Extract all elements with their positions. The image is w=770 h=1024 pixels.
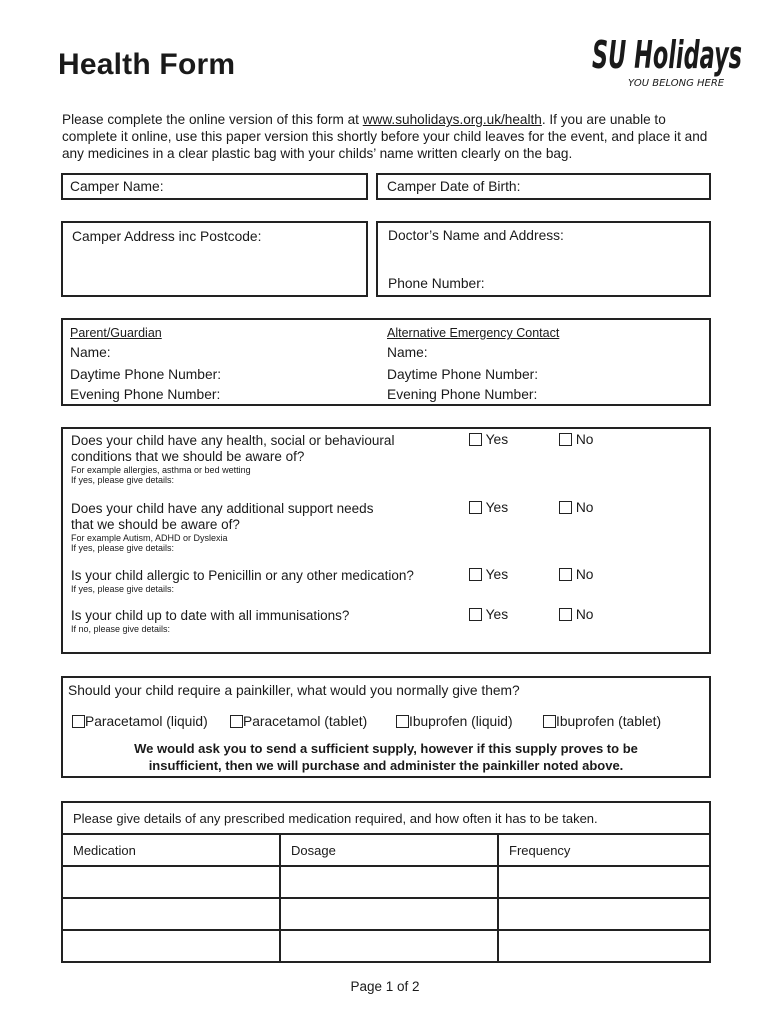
cell[interactable] <box>498 866 710 898</box>
q2-no-option[interactable]: No <box>559 500 593 515</box>
question-1: Does your child have any health, social or behavioural conditions that we should be aware of? For example allergies, asthma or bed wetting If yes, please give details: <box>71 433 395 485</box>
intro-text: Please complete the online version of this form at www.suholidays.org.uk/health. If you are unable to complete it online, use this paper version this shortly before your child leaves for the event, and place it and any medicines in a clear plastic bag with your childs’ name written clearly on the bag. <box>62 112 708 161</box>
doctor-phone-label: Phone Number: <box>388 276 485 291</box>
option-ibuprofen-liquid[interactable]: Ibuprofen (liquid) <box>396 714 513 729</box>
q1-no-option[interactable]: No <box>559 432 593 447</box>
question-4: Is your child up to date with all immunisations? If no, please give details: <box>71 608 350 634</box>
cell[interactable] <box>280 866 498 898</box>
checkbox[interactable] <box>230 715 243 728</box>
col-medication: Medication <box>62 834 280 866</box>
medication-table <box>61 801 711 963</box>
checkbox[interactable] <box>543 715 556 728</box>
cell[interactable] <box>498 898 710 930</box>
col-dosage: Dosage <box>280 834 498 866</box>
table-row <box>62 898 710 930</box>
cell[interactable] <box>62 930 280 962</box>
painkiller-question: Should your child require a painkiller, what would you normally give them? <box>68 683 520 698</box>
doctor-field[interactable]: Doctor’s Name and Address: Phone Number: <box>376 221 711 297</box>
option-paracetamol-liquid[interactable]: Paracetamol (liquid) <box>72 714 208 729</box>
checkbox[interactable] <box>72 715 85 728</box>
painkiller-section <box>61 676 711 778</box>
checkbox[interactable] <box>469 433 482 446</box>
health-link[interactable]: www.suholidays.org.uk/health <box>362 112 542 127</box>
question-3: Is your child allergic to Penicillin or any other medication? If yes, please give details: <box>71 568 414 594</box>
question-2: Does your child have any additional support needs that we should be aware of? For example Autism, ADHD or Dyslexia If yes, please give details: <box>71 501 374 553</box>
logo-tagline: YOU BELONG HERE <box>628 78 725 89</box>
health-questions-section <box>61 427 711 654</box>
alt-heading: Alternative Emergency Contact <box>387 326 560 340</box>
checkbox[interactable] <box>469 568 482 581</box>
q4-no-option[interactable]: No <box>559 607 593 622</box>
camper-name-field[interactable]: Camper Name: <box>61 173 368 200</box>
logo-main: SU Holidays <box>592 33 742 77</box>
checkbox[interactable] <box>469 608 482 621</box>
camper-address-field[interactable]: Camper Address inc Postcode: <box>61 221 368 297</box>
page-title: Health Form <box>58 48 236 81</box>
parent-heading: Parent/Guardian <box>70 326 162 340</box>
checkbox[interactable] <box>559 501 572 514</box>
page-number: Page 1 of 2 <box>350 979 420 994</box>
q2-yes-option[interactable]: Yes <box>469 500 508 515</box>
painkiller-note: We would ask you to send a sufficient supply, however if this supply proves to be insufficient, then we will purchase and administer the painkiller noted above. <box>134 741 638 773</box>
camper-dob-field[interactable]: Camper Date of Birth: <box>376 173 711 200</box>
medication-heading: Please give details of any prescribed medication required, and how often it has to be taken. <box>62 802 710 834</box>
su-holidays-logo <box>588 24 748 94</box>
cell[interactable] <box>280 930 498 962</box>
cell[interactable] <box>280 898 498 930</box>
table-row <box>62 866 710 898</box>
option-ibuprofen-tablet[interactable]: Ibuprofen (tablet) <box>543 714 661 729</box>
table-row <box>62 930 710 962</box>
checkbox[interactable] <box>469 501 482 514</box>
cell[interactable] <box>498 930 710 962</box>
cell[interactable] <box>62 898 280 930</box>
checkbox[interactable] <box>559 608 572 621</box>
q4-yes-option[interactable]: Yes <box>469 607 508 622</box>
checkbox[interactable] <box>559 433 572 446</box>
q3-no-option[interactable]: No <box>559 567 593 582</box>
col-frequency: Frequency <box>498 834 710 866</box>
checkbox[interactable] <box>559 568 572 581</box>
q3-yes-option[interactable]: Yes <box>469 567 508 582</box>
checkbox[interactable] <box>396 715 409 728</box>
cell[interactable] <box>62 866 280 898</box>
contacts-section[interactable]: Parent/Guardian Name: Daytime Phone Number: Evening Phone Number: Alternative Emergency Contact Name: Daytime Phone Number: Evening Phone Number: <box>61 318 711 406</box>
q1-yes-option[interactable]: Yes <box>469 432 508 447</box>
option-paracetamol-tablet[interactable]: Paracetamol (tablet) <box>230 714 367 729</box>
